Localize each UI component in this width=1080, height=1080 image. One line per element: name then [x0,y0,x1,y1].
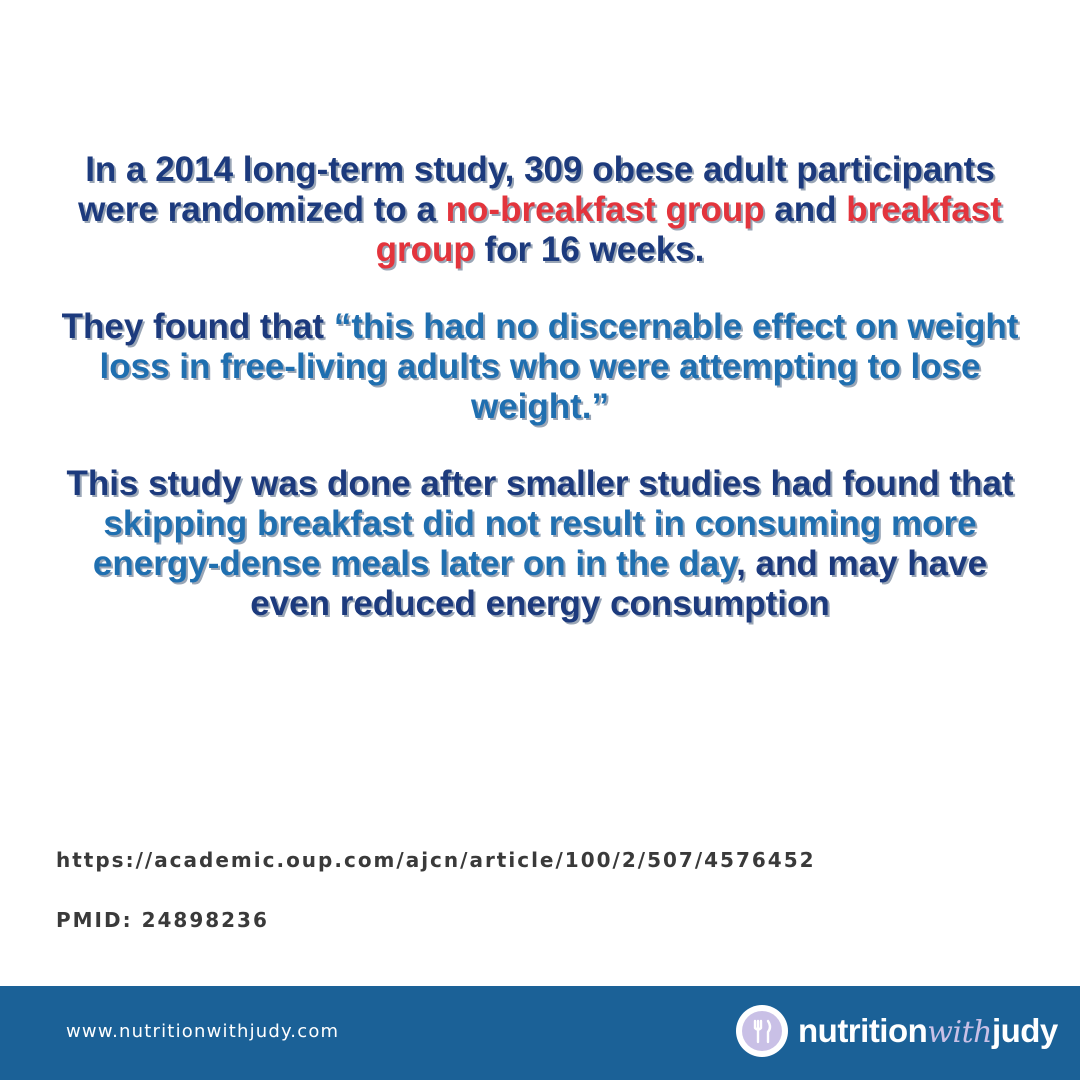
p1-highlight-breakfast: breakfast group [375,190,1002,269]
p1-text-3: for 16 weeks. [474,230,705,269]
brand-judy: judy [991,1012,1058,1049]
reference-pmid: PMID: 24898236 [56,908,269,932]
p1-highlight-no-breakfast: no-breakfast group [445,190,765,229]
footer-website: www.nutritionwithjudy.com [66,1021,340,1042]
paragraph-study-intro [60,150,1020,270]
brand-logo-circle [736,1005,788,1057]
paragraph-context [60,464,1020,624]
p1-text-1: In a 2014 long-term study, 309 obese adult participants were randomized to a [78,150,995,229]
p2-quote: “this had no discernable effect on weight loss in free-living adults who were attempting to lose weight.” [99,307,1019,426]
footer-bar [0,986,1080,1080]
reference-url: https://academic.oup.com/ajcn/article/100/2/507/4576452 [56,848,816,872]
brand-with: with [927,1015,992,1050]
fork-knife-icon [748,1017,776,1045]
p3-text-1: This study was done after smaller studies had found that [66,464,1014,503]
p3-text-2: , and may have even reduced energy consumption [250,544,988,623]
brand-wordmark [798,1012,1058,1050]
p3-highlight: skipping breakfast did not result in consuming more energy-dense meals later on in the day [92,504,977,583]
p2-text-1: They found that [61,307,334,346]
p1-text-2: and [764,190,847,229]
paragraph-findings [60,307,1020,427]
references [56,844,816,936]
main-content [60,150,1020,661]
brand-nutrition: nutrition [798,1012,928,1049]
